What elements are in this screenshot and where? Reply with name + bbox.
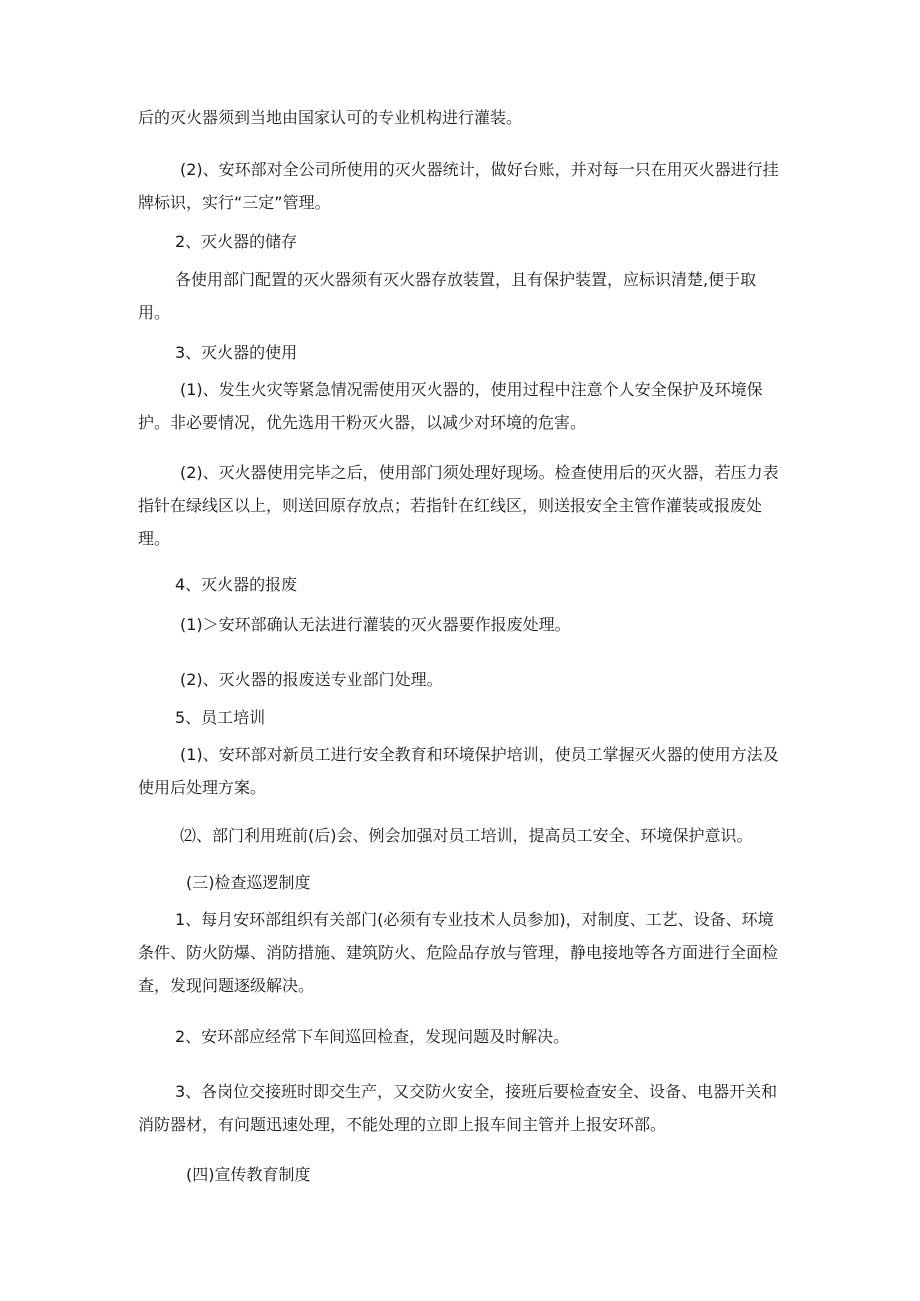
paragraph-continuation: 后的灭火器须到当地由国家认可的专业机构进行灌装。	[138, 108, 523, 127]
paragraph-usage-1: (1)、发生火灾等紧急情况需使用灭火器的，使用过程中注意个人安全保护及环境保护。非必要情况，优先选用干粉灭火器，以减少对环境的危害。	[138, 380, 763, 432]
heading-usage: 3、灭火器的使用	[175, 343, 298, 362]
paragraph-training-2: ⑵、部门利用班前(后)会、例会加强对员工培训，提高员工安全、环境保护意识。	[180, 826, 753, 845]
paragraph-inspection-3: 3、各岗位交接班时即交生产，又交防火安全，接班后要检查安全、设备、电器开关和消防器材，有问题迅速处理，不能处理的立即上报车间主管并上报安环部。	[138, 1082, 778, 1134]
heading-scrap: 4、灭火器的报废	[175, 575, 298, 594]
paragraph-storage: 各使用部门配置的灭火器须有灭火器存放装置，且有保护装置，应标识清楚,便于取用。	[138, 270, 757, 322]
heading-inspection: (三)检查巡逻制度	[186, 873, 311, 892]
paragraph-training-1: (1)、安环部对新员工进行安全教育和环境保护培训，使员工掌握灭火器的使用方法及使用后处理方案。	[138, 745, 779, 797]
paragraph-inspection-2: 2、安环部应经常下车间巡回检查，发现问题及时解决。	[175, 1027, 570, 1046]
paragraph-scrap-1: (1)＞安环部确认无法进行灌装的灭火器要作报废处理。	[180, 615, 571, 634]
heading-publicity: (四)宣传教育制度	[186, 1165, 311, 1184]
paragraph-usage-2: (2)、灭火器使用完毕之后，使用部门须处理好现场。检查使用后的灭火器，若压力表指针在绿线区以上，则送回原存放点；若指针在红线区，则送报安全主管作灌装或报废处理。	[138, 463, 779, 548]
heading-training: 5、员工培训	[175, 708, 266, 727]
paragraph-scrap-2: (2)、灭火器的报废送专业部门处理。	[180, 670, 443, 689]
heading-storage: 2、灭火器的储存	[175, 232, 298, 251]
paragraph-inspection-1: 1、每月安环部组织有关部门(必须有专业技术人员参加)，对制度、工艺、设备、环境条件、防火防爆、消防措施、建筑防火、危险品存放与管理，静电接地等各方面进行全面检查，发现问题逐级解决。	[138, 910, 779, 995]
paragraph-item-1-2: (2)、安环部对全公司所使用的灭火器统计，做好台账，并对每一只在用灭火器进行挂牌标识，实行“三定”管理。	[138, 160, 779, 212]
